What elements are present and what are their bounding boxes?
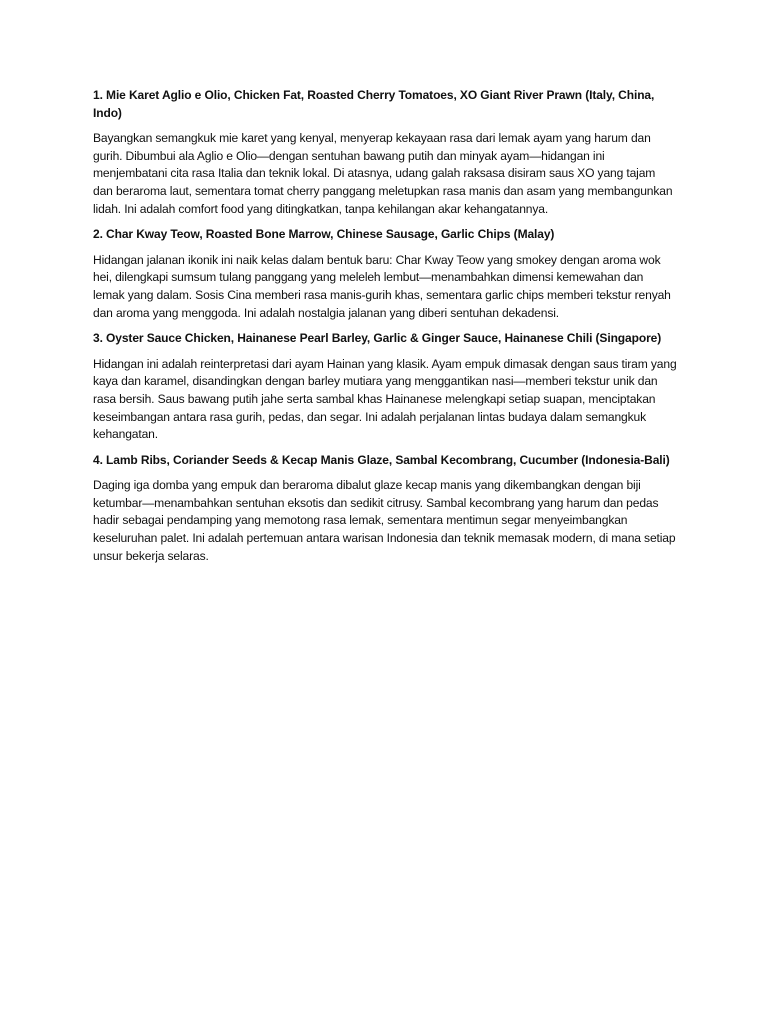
menu-section-1 [93,87,677,218]
section-paragraph: Hidangan ini adalah reinterpretasi dari ayam Hainan yang klasik. Ayam empuk dimasak dengan saus tiram yang kaya dan karamel, disandingkan dengan barley mutiara yang menggantikan nasi—memberi tekstur unik dan rasa bersih. Saus bawang putih jahe serta sambal khas Hainanese melengkapi setiap suapan, menciptakan keseimbangan antara rasa gurih, pedas, dan segar. Ini adalah perjalanan lintas budaya dalam semangkuk kehangatan. [93,356,677,442]
section-heading: 2. Char Kway Teow, Roasted Bone Marrow, Chinese Sausage, Garlic Chips (Malay) [93,227,555,242]
menu-section-2 [93,226,677,322]
document-content [93,87,677,573]
section-paragraph: Bayangkan semangkuk mie karet yang kenyal, menyerap kekayaan rasa dari lemak ayam yang harum dan gurih. Dibumbui ala Aglio e Olio—dengan sentuhan bawang putih dan minyak ayam—hidangan ini menjembatani cita rasa Italia dan teknik lokal. Di atasnya, udang galah raksasa disiram saus XO yang tajam dan beraroma laut, sementara tomat cherry panggang meletupkan rasa manis dan asam yang membangunkan lidah. Ini adalah comfort food yang ditingkatkan, tanpa kehilangan akar kehangatannya. [93,131,673,216]
section-heading: 1. Mie Karet Aglio e Olio, Chicken Fat, Roasted Cherry Tomatoes, XO Giant River Prawn (Italy, China, Indo) [93,88,655,120]
section-heading: 3. Oyster Sauce Chicken, Hainanese Pearl Barley, Garlic & Ginger Sauce, Hainanese Chili (Singapore) [93,331,662,346]
section-paragraph: Daging iga domba yang empuk dan beraroma dibalut glaze kecap manis yang dikembangkan dengan biji ketumbar—menambahkan sentuhan eksotis dan sedikit citrusy. Sambal kecombrang yang harum dan pedas hadir sebagai pendamping yang memotong rasa lemak, sementara mentimun segar menyeimbangkan keseluruhan palet. Ini adalah pertemuan antara warisan Indonesia dan teknik memasak modern, di mana setiap unsur bekerja selaras. [93,478,676,563]
menu-section-3 [93,330,677,444]
section-paragraph: Hidangan jalanan ikonik ini naik kelas dalam bentuk baru: Char Kway Teow yang smokey dengan aroma wok hei, dilengkapi sumsum tulang panggang yang meleleh lembut—menambahkan dimensi kemewahan dan lemak yang dalam. Sosis Cina memberi rasa manis-gurih khas, sementara garlic chips memberi tekstur renyah dan aroma yang menggoda. Ini adalah nostalgia jalanan yang diberi sentuhan dekadensi. [93,252,671,320]
menu-section-4 [93,452,677,566]
section-heading: 4. Lamb Ribs, Coriander Seeds & Kecap Manis Glaze, Sambal Kecombrang, Cucumber (Indonesia-Bali) [93,452,670,467]
